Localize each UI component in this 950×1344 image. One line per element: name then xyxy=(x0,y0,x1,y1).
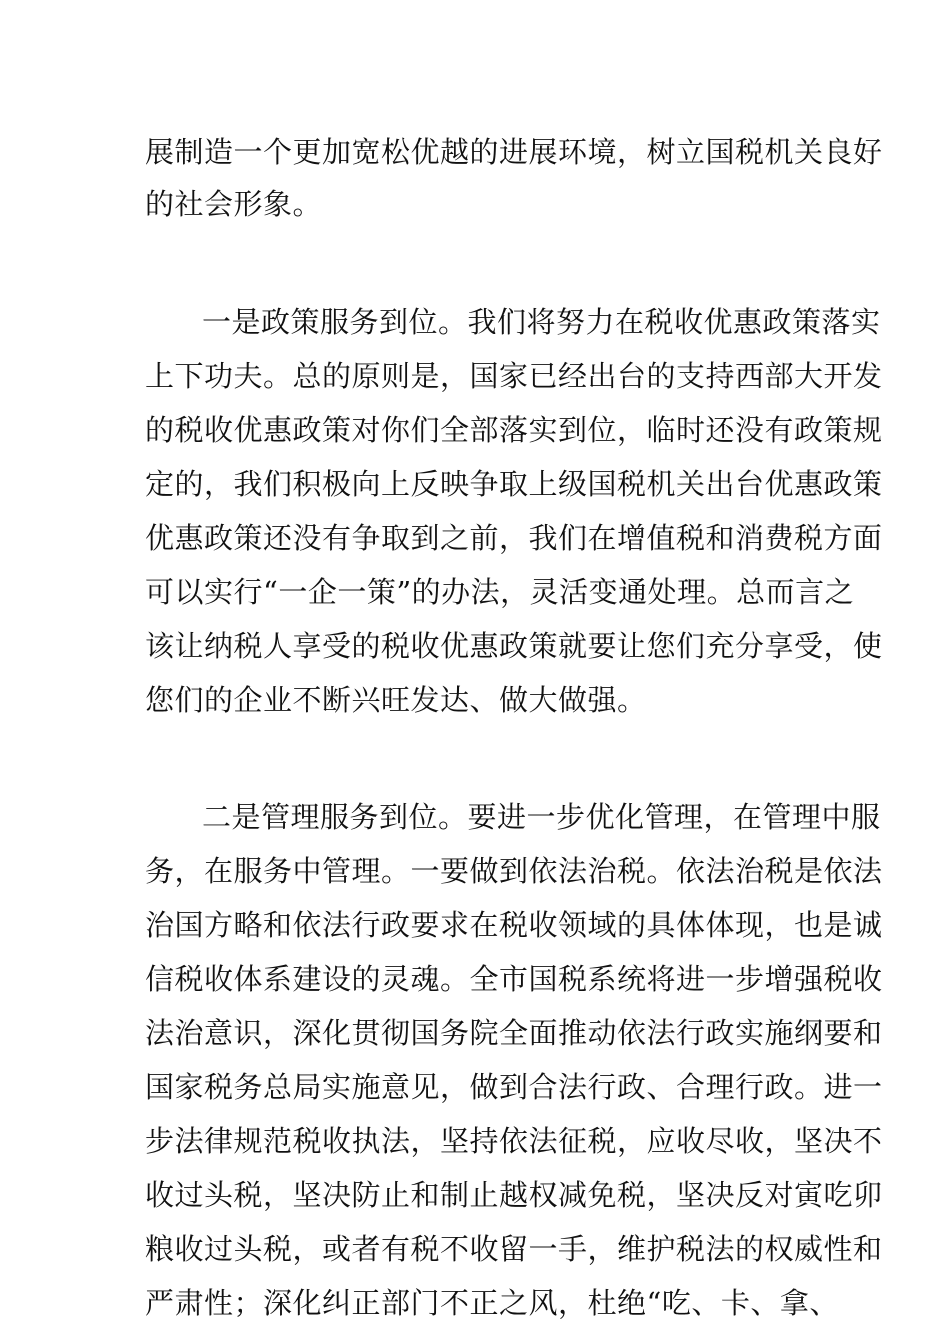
paragraph-2-line-1: 一是政策服务到位。我们将努力在税收优惠政策落实 xyxy=(202,305,881,339)
paragraph-2-line-2: 上下功夫。总的原则是，国家已经出台的支持西部大开发 xyxy=(145,359,883,393)
paragraph-2-line-6: 可以实行“一企一策”的办法，灵活变通处理。总而言之 xyxy=(145,575,855,609)
paragraph-3-line-2: 务，在服务中管理。一要做到依法治税。依法治税是依法 xyxy=(145,854,883,888)
paragraph-3-line-1: 二是管理服务到位。要进一步优化管理，在管理中服 xyxy=(202,800,881,834)
paragraph-3-line-3: 治国方略和依法行政要求在税收领域的具体体现，也是诚 xyxy=(145,908,883,942)
paragraph-1-line-1: 展制造一个更加宽松优越的进展环境，树立国税机关良好 xyxy=(145,135,883,169)
paragraph-3-line-9: 粮收过头税，或者有税不收留一手，维护税法的权威性和 xyxy=(145,1232,883,1266)
paragraph-3-line-6: 国家税务总局实施意见，做到合法行政、合理行政。进一 xyxy=(145,1070,883,1104)
paragraph-2-line-7: 该让纳税人享受的税收优惠政策就要让您们充分享受，使 xyxy=(145,629,883,663)
paragraph-2-line-5: 优惠政策还没有争取到之前，我们在增值税和消费税方面 xyxy=(145,521,883,555)
paragraph-3-line-4: 信税收体系建设的灵魂。全市国税系统将进一步增强税收 xyxy=(145,962,883,996)
paragraph-3-line-7: 步法律规范税收执法，坚持依法征税，应收尽收，坚决不 xyxy=(145,1124,883,1158)
paragraph-3-line-10: 严肃性；深化纠正部门不正之风，杜绝“吃、卡、拿、 xyxy=(145,1286,839,1320)
paragraph-1-line-2: 的社会形象。 xyxy=(145,187,323,221)
paragraph-2-line-4: 定的，我们积极向上反映争取上级国税机关出台优惠政策 xyxy=(145,467,883,501)
paragraph-3-line-8: 收过头税，坚决防止和制止越权减免税，坚决反对寅吃卯 xyxy=(145,1178,883,1212)
paragraph-3-line-5: 法治意识，深化贯彻国务院全面推动依法行政实施纲要和 xyxy=(145,1016,883,1050)
paragraph-2-line-8: 您们的企业不断兴旺发达、做大做强。 xyxy=(145,683,647,717)
paragraph-2-line-3: 的税收优惠政策对你们全部落实到位，临时还没有政策规 xyxy=(145,413,883,447)
